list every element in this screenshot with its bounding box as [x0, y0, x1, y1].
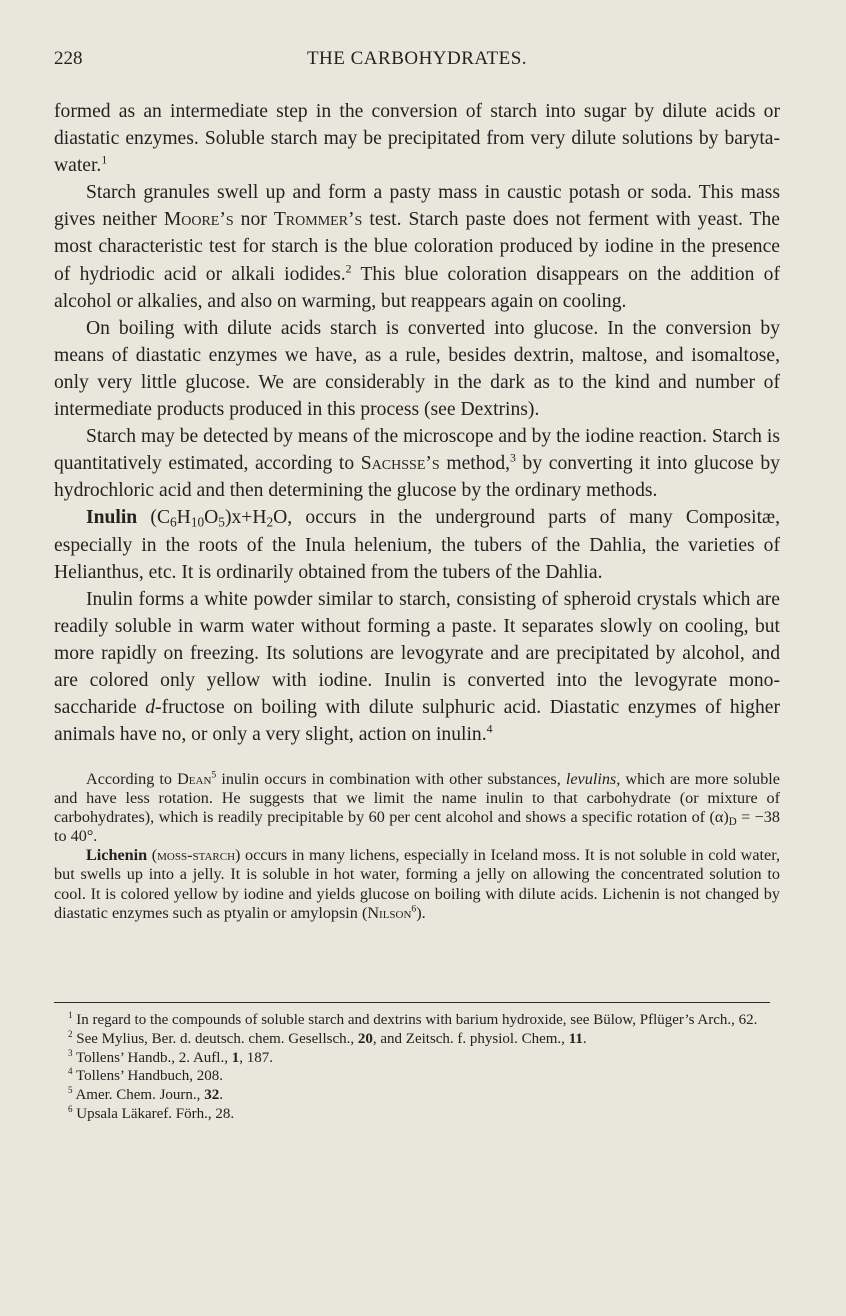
page-header [54, 48, 780, 72]
paragraph: Lichenin (moss-starch) occurs in many lichens, especially in Iceland moss. It is not soluble in cold water, but swells up into a jelly. It is soluble in hot water, forming a jelly on allowing the concentrated solution to cool. It is colored yellow by iodine and yields glucose on boiling with dilute acids. Lichenin is not changed by diastatic enzymes such as ptyalin or amylopsin (Nilson$^6$). [54, 846, 780, 922]
term-heading: Inulin [86, 507, 138, 529]
footnotes [54, 1011, 780, 1124]
paragraph: Starch granules swell up and form a pasty mass in caustic potash or soda. This mass gives neither Moore’s nor Trommer’s test. Starch paste does not ferment with yeast. The most characteristic test for starch is the blue coloration produced by iodine in the presence of hydriodic acid or alkali iodides.$^2$ This blue coloration disappears on the addition of alcohol or alkalies, and also on warming, but reappears again on cooling. [54, 182, 780, 312]
paragraph: formed as an intermediate step in the conversion of starch into sugar by dilute acids or diastatic enzymes. Soluble starch may be precipitated from very dilute solutions by baryta-water.$^1$ [54, 101, 780, 177]
paragraph: Inulin forms a white powder similar to starch, consisting of spheroid crystals which are readily soluble in warm water without forming a paste. It separates slowly on cooling, but more rapidly on freezing. Its solutions are levogyrate and are precipitated by alcohol, and are colored only yellow with iodine. Inulin is converted into the levogyrate mono-saccharide d-fructose on boiling with dilute sulphuric acid. Diastatic enzymes of higher animals have no, or only a very slight, action on inulin.$^4$ [54, 588, 780, 746]
footnote-ref: 4 [486, 722, 493, 736]
footnote: $^1$ In regard to the compounds of soluble starch and dextrins with barium hydroxide, see Bülow, Pflüger’s Arch., 62. [68, 1010, 758, 1028]
footnote: $^2$ See Mylius, Ber. d. deutsch. chem. Gesellsch., 20, and Zeitsch. f. physiol. Chem., 11. [68, 1028, 587, 1047]
footnote-divider [54, 1002, 770, 1003]
author-name: Dean [177, 770, 212, 788]
footnote-ref: 1 [101, 153, 108, 167]
footnote-ref: 2 [345, 262, 352, 276]
synonym: moss-starch [157, 846, 236, 865]
small-print-section [54, 770, 780, 923]
paragraph: On boiling with dilute acids starch is converted into glucose. In the conversion by means of diastatic enzymes we have, as a rule, besides dextrin, maltose, and isomaltose, only very little glucose. We are considerably in the dark as to the kind and number of intermediate products produced in this process (see Dextrins). [54, 317, 780, 421]
footnote-ref: 5 [211, 769, 217, 781]
author-name: Nilson [367, 903, 412, 922]
footnote: $^6$ Upsala Läkaref. Förh., 28. [68, 1103, 235, 1122]
term-heading: Lichenin [86, 846, 148, 865]
footnote: $^3$ Tollens’ Handb., 2. Aufl., 1, 187. [68, 1047, 273, 1066]
footnote: $^4$ Tollens’ Handbuch, 208. [68, 1066, 223, 1085]
paragraph: Starch may be detected by means of the microscope and by the iodine reaction. Starch is quantitatively estimated, according to Sachsse’s method,$^3$ by converting it into glucose by hydrochloric acid and then determining the glucose by the ordinary methods. [54, 426, 780, 502]
paragraph: Inulin $(C_6H_{10}O_5)x+H_2O$, occurs in the underground parts of many Compositæ, especially in the roots of the Inula helenium, the tubers of the Dahlia, the varieties of Helianthus, etc. It is ordinarily obtained from the tubers of the Dahlia. [54, 507, 780, 583]
author-name: Sachsse’s [360, 453, 440, 475]
footnote: $^5$ Amer. Chem. Journ., 32. [68, 1085, 223, 1104]
paragraph: According to Dean$^5$ inulin occurs in combination with other substances, levulins, which are more soluble and have less rotation. He suggests that we limit the name inulin to that carbohydrate (or mixture of carbohydrates), which is readily precipitable by 60 per cent alcohol and shows a specific rotation of $(\alpha)_D = -38$ to 40°. [54, 769, 780, 846]
page-number: 228 [54, 48, 83, 69]
footnote-ref: 3 [510, 451, 516, 465]
running-title: THE CARBOHYDRATES. [306, 48, 528, 69]
main-text [54, 98, 780, 748]
chemical-formula: $(C_6H_{10}O_5)x+H_2O$, [137, 507, 293, 530]
footnote-ref: 6 [411, 903, 417, 915]
author-name: Moore’s [163, 209, 234, 231]
author-name: Trommer’s [273, 209, 363, 231]
